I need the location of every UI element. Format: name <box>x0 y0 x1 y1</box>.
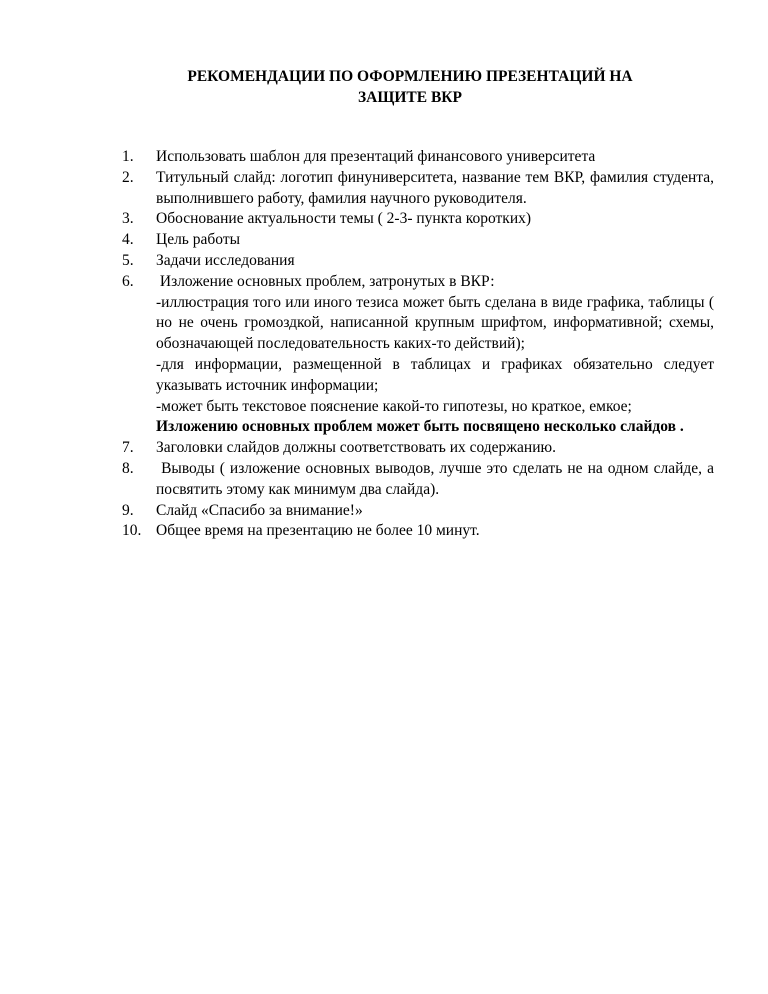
list-item-text: Задачи исследования <box>156 251 295 269</box>
list-item-1 <box>122 147 714 168</box>
list-item-text: Выводы ( изложение основных выводов, лучше это сделать не на одном слайде, а посвятить этому как минимум два слайда). <box>156 459 718 498</box>
list-item-2 <box>122 168 714 210</box>
list-item-subpoint-2: -для информации, размещенной в таблицах и графиках обязательно следует указывать источник информации; <box>156 355 714 394</box>
list-item-number: 6. <box>122 272 134 290</box>
list-item-subpoint-1: -иллюстрация того или иного тезиса может быть сделана в виде графика, таблицы ( но не очень громоздкой, написанной крупным шрифтом, информативной; схемы, обозначающей последовательность каких-то действий); <box>156 293 714 353</box>
list-item-8 <box>122 459 718 501</box>
list-item-4 <box>122 230 714 251</box>
list-item-subpoint-3: -может быть текстовое пояснение какой-то гипотезы, но краткое, емкое; <box>156 397 632 415</box>
title-line-2: ЗАЩИТЕ ВКР <box>357 89 463 106</box>
list-item-bold-note: Изложению основных проблем может быть посвящено несколько слайдов . <box>156 418 684 436</box>
list-item-6 <box>122 272 714 438</box>
list-item-number: 1. <box>122 148 134 165</box>
list-item-10 <box>122 521 714 542</box>
list-item-9 <box>122 501 714 522</box>
list-item-text: Использовать шаблон для презентаций финансового университета <box>156 148 596 165</box>
list-item-number: 10. <box>122 522 142 540</box>
list-item-text: Заголовки слайдов должны соответствовать их содержанию. <box>156 439 556 457</box>
list-item-number: 9. <box>122 501 134 519</box>
list-item-text: Обоснование актуальности темы ( 2-3- пункта коротких) <box>156 210 532 228</box>
list-item-text: Общее время на презентацию не более 10 минут. <box>156 522 480 540</box>
list-item-number: 3. <box>122 210 134 228</box>
list-item-number: 5. <box>122 251 134 269</box>
list-item-5 <box>122 251 714 272</box>
recommendations-list <box>122 147 718 542</box>
list-item-number: 4. <box>122 231 134 249</box>
list-item-text: Цель работы <box>156 231 241 249</box>
list-item-text: Изложение основных проблем, затронутых в ВКР: <box>156 272 495 290</box>
list-item-text: Слайд «Спасибо за внимание!» <box>156 501 363 519</box>
list-item-text: Титульный слайд: логотип финуниверситета, название тем ВКР, фамилия студента, выполнившего работу, фамилия научного руководителя. <box>156 168 714 207</box>
list-item-number: 8. <box>122 459 134 477</box>
list-item-number: 7. <box>122 439 134 457</box>
list-item-number: 2. <box>122 168 134 186</box>
list-item-7 <box>122 438 714 459</box>
list-item-3 <box>122 209 714 230</box>
document-title <box>100 66 720 108</box>
title-line-1: РЕКОМЕНДАЦИИ ПО ОФОРМЛЕНИЮ ПРЕЗЕНТАЦИЙ НА <box>187 68 633 85</box>
